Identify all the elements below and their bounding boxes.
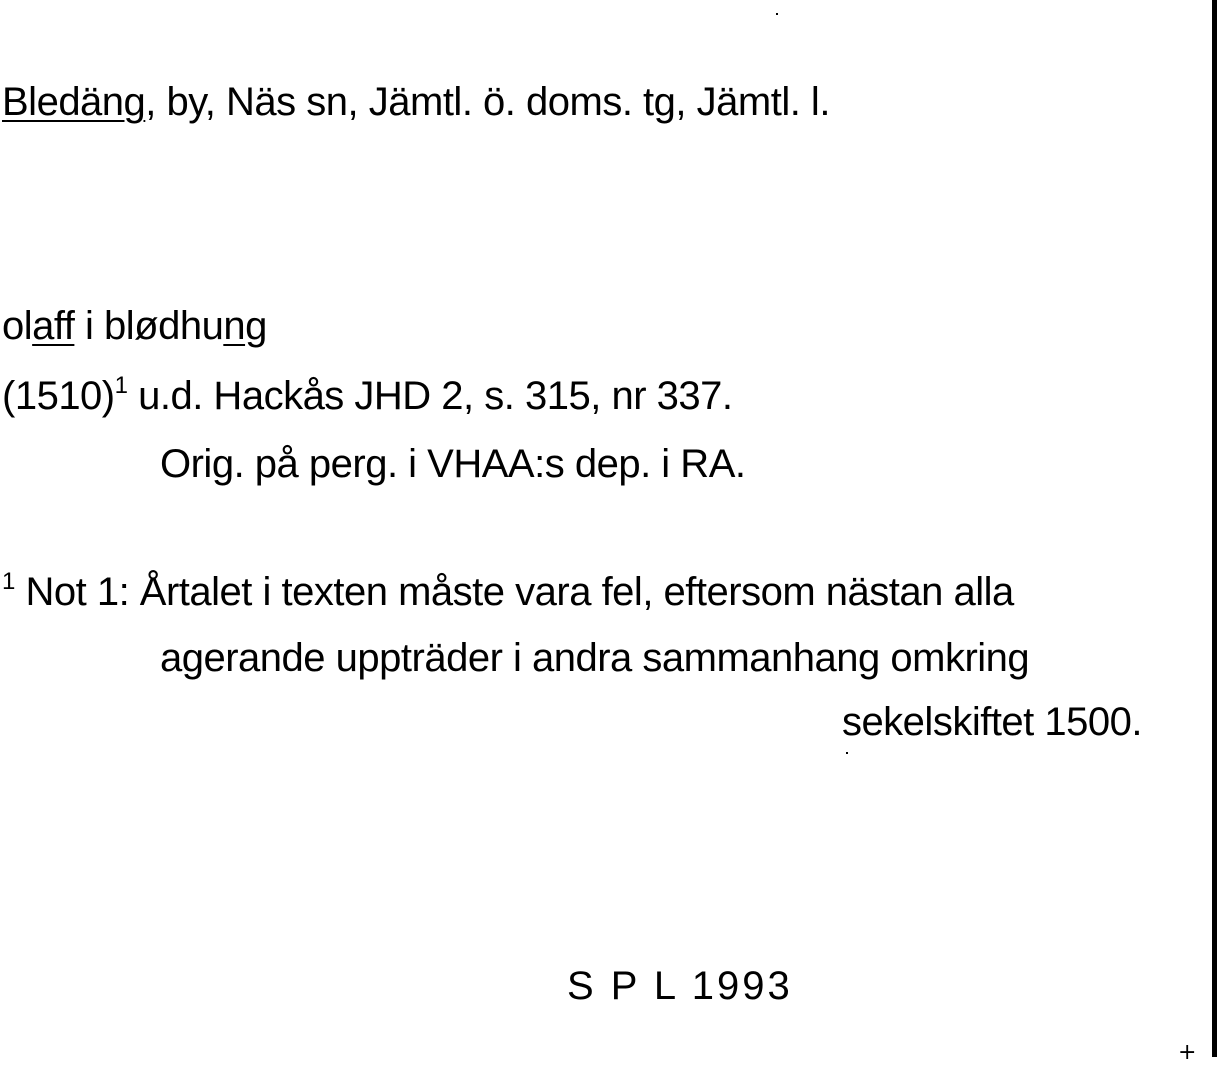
form-part-underlined: n — [223, 304, 246, 348]
footnote-line-1 — [2, 568, 1014, 616]
form-part: g — [245, 304, 267, 348]
footnote-marker: 1 — [2, 568, 15, 595]
form-part-underlined: aff — [32, 304, 75, 348]
source-citation — [2, 372, 733, 420]
source-text: u.d. Hackås JHD 2, s. 315, nr 337. — [127, 374, 733, 418]
attested-form — [2, 302, 267, 350]
headword: Bledäng — [2, 80, 146, 124]
corner-mark: + — [1178, 1040, 1197, 1065]
original-location: Orig. på perg. i VHAA:s dep. i RA. — [160, 442, 746, 486]
footnote-line-2: agerande uppträder i andra sammanhang omkring — [160, 636, 1030, 680]
form-part: i blødhu — [74, 304, 224, 348]
source-year: (1510) — [2, 374, 115, 418]
footnote-line-3: sekelskiftet 1500. — [841, 700, 1142, 744]
headword-line — [2, 78, 830, 126]
footnote-text-1: Not 1: Årtalet i texten måste vara fel, eftersom nästan alla — [14, 570, 1014, 614]
scan-speck — [846, 752, 848, 754]
card-edge-border — [1212, 0, 1217, 1057]
scan-speck — [776, 13, 778, 15]
footnote-reference: 1 — [114, 372, 128, 399]
headword-description: , by, Näs sn, Jämtl. ö. doms. tg, Jämtl. l. — [145, 80, 830, 124]
signature: S P L 1993 — [567, 964, 793, 1008]
form-part: ol — [2, 304, 33, 348]
